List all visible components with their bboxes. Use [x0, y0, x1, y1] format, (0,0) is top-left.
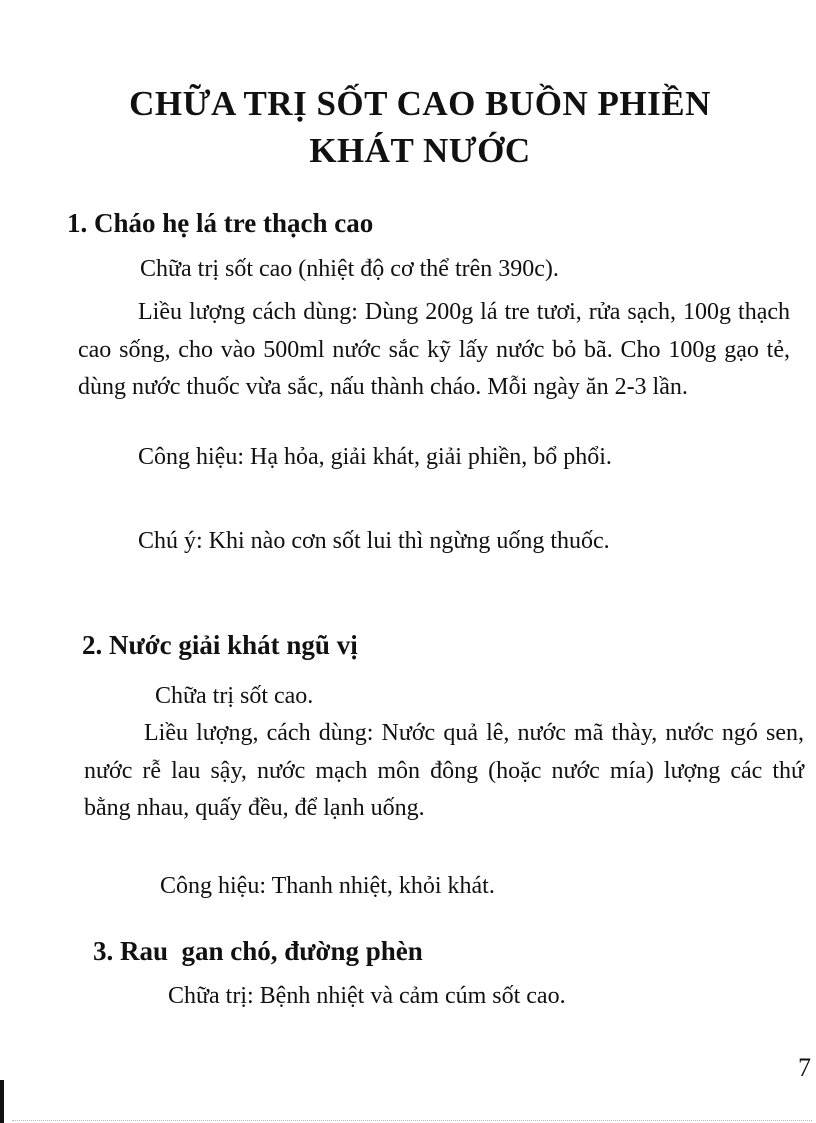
scan-margin-mark	[0, 1080, 4, 1123]
page-title-line-1: CHỮA TRỊ SỐT CAO BUỒN PHIỀN	[129, 84, 711, 123]
section-2-paragraph-3: Công hiệu: Thanh nhiệt, khỏi khát.	[160, 873, 495, 899]
section-3-paragraph-1: Chữa trị: Bệnh nhiệt và cảm cúm sốt cao.	[168, 983, 566, 1009]
section-2-paragraph-1: Chữa trị sốt cao.	[155, 683, 314, 709]
section-1-paragraph-4: Chú ý: Khi nào cơn sốt lui thì ngừng uống thuốc.	[138, 528, 610, 554]
section-2-heading: 2. Nước giải khát ngũ vị	[82, 630, 358, 660]
page-bottom-edge	[12, 1120, 812, 1121]
page-title-line-2: KHÁT NƯỚC	[309, 131, 531, 170]
section-1-heading: 1. Cháo hẹ lá tre thạch cao	[67, 208, 374, 238]
section-1-paragraph-1: Chữa trị sốt cao (nhiệt độ cơ thể trên 390c).	[140, 256, 559, 282]
section-1-paragraph-2: Liều lượng cách dùng: Dùng 200g lá tre tươi, rửa sạch, 100g thạch cao sống, cho vào 500ml nước sắc kỹ lấy nước bỏ bã. Cho 100g gạo tẻ, dùng nước thuốc vừa sắc, nấu thành cháo. Mỗi ngày ăn 2-3 lần.	[78, 299, 790, 400]
page-number: 7	[798, 1053, 811, 1082]
section-1-paragraph-3: Công hiệu: Hạ hỏa, giải khát, giải phiền, bổ phổi.	[138, 444, 612, 470]
section-2-paragraph-2: Liều lượng, cách dùng: Nước quả lê, nước mã thày, nước ngó sen, nước rễ lau sậy, nước mạch môn đông (hoặc nước mía) lượng các thứ bằng nhau, quấy đều, để lạnh uống.	[84, 720, 804, 821]
section-3-heading: 3. Rau gan chó, đường phèn	[93, 936, 423, 966]
